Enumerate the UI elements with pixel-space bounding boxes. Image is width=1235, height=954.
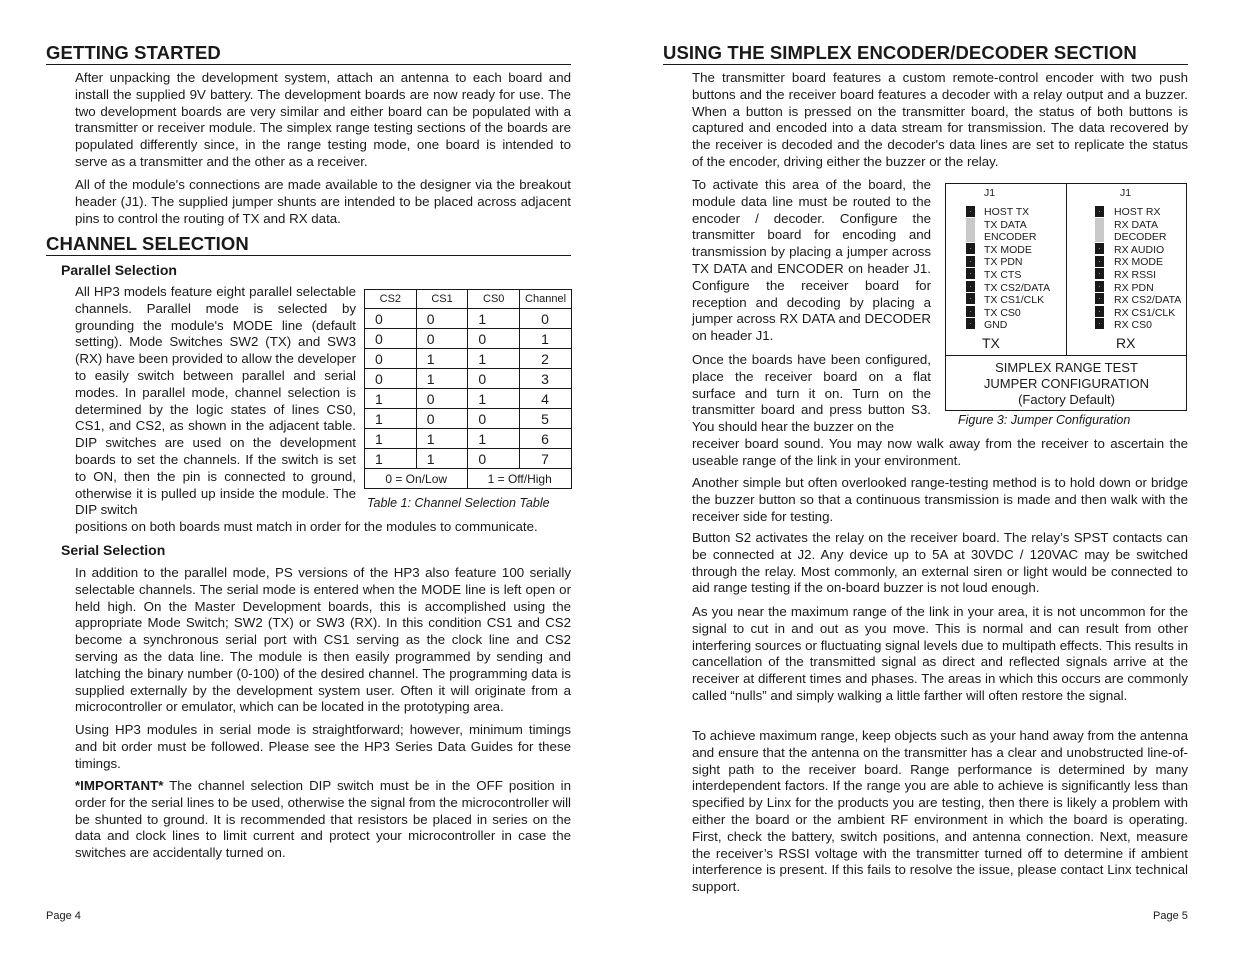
table-cell: 0	[365, 349, 417, 369]
heading-rule	[46, 255, 571, 256]
encoder-paragraph-4: Another simple but often overlooked range-testing method is to hold down or bridge the buzzer button so that a continuous transmission is made and then walk with the receiver side for testing.	[692, 475, 1188, 524]
table-row	[365, 349, 572, 369]
table-cell: 1	[365, 409, 417, 429]
table-cell: 1	[416, 349, 468, 369]
jumper-caption-line-1: SIMPLEX RANGE TEST	[995, 360, 1138, 375]
encoder-paragraph-1: The transmitter board features a custom remote-control encoder with two push buttons and the receiver board features a decoder with a relay output and a buzzer. When a button is pressed on the transmitter board, the status of both buttons is captured and encoded into a data stream for transmission. The data recovered by the receiver is decoded and the decoder's data lines are set to replicate the status of the encoder, driving either the buzzer or the relay.	[692, 70, 1188, 169]
getting-started-paragraph-1: After unpacking the development system, attach an antenna to each board and install the supplied 9V battery. The development boards are now ready for use. The two development boards are very similar and either board can be populated with a transmitter or receiver module. The simplex range testing sections of the boards are populated differently since, in the range testing mode, one board is intended to serve as a transmitter and the other as a receiver.	[75, 70, 571, 169]
table-row	[365, 409, 572, 429]
jumper-caption-line-2: JUMPER CONFIGURATION	[983, 376, 1150, 391]
pin-label: RX RSSI	[1114, 269, 1157, 281]
table-cell: 1	[365, 389, 417, 409]
header-pin	[966, 306, 975, 317]
table-cell: 0	[365, 309, 417, 329]
table-row	[365, 429, 572, 449]
encoder-paragraph-7: To achieve maximum range, keep objects such as your hand away from the antenna and ensure that the antenna on the transmitter has a clear and unobstructed line-of-sight path to the receiver board. Range performance is determined by many interdependent factors. If the range you are able to achieve is significantly less than specified by Linx for the products you are testing, then there is likely a problem with either the board or the ambient RF environment in which the board is operating. First, check the battery, switch positions, and antenna connection. Next, measure the receiver’s RSSI voltage with the transmitter turned off to determine if ambient interference is present. If this fails to resolve the issue, please contact Linx technical support.	[692, 728, 1188, 895]
channel-selection-table	[364, 289, 572, 489]
table-cell: 1	[468, 389, 520, 409]
table-cell: 1	[416, 369, 468, 389]
subheading-serial-selection: Serial Selection	[61, 542, 166, 558]
serial-selection-paragraph-1: In addition to the parallel mode, PS versions of the HP3 also feature 100 serially selectable channels. The serial mode is entered when the MODE line is left open or held high. On the Master Development boards, this is accomplished using the appropriate Mode Switch; SW2 (TX) or SW3 (RX). In this condition CS1 and CS2 become a synchronous serial port with CS1 serving as the clock line and CS2 serving as the data line. The module is then easily programmed by sending and latching the binary number (0-100) of the desired channel. The programming data is supplied externally by the development system user. Often it will originate from a microcontroller or emulator, which can be located in the prototyping area.	[75, 565, 571, 715]
table-footer-row	[365, 469, 572, 489]
table-row	[365, 309, 572, 329]
encoder-paragraph-3-tail: receiver board sound. You may now walk away from the receiver to ascertain the useable range of the link in your environment.	[692, 436, 1188, 468]
heading-rule	[663, 64, 1188, 65]
table-cell: 1	[365, 429, 417, 449]
table-cell: 6	[520, 429, 572, 449]
pin-label: TX CTS	[984, 269, 1022, 281]
header-pin	[966, 268, 975, 279]
serial-selection-paragraph-2: Using HP3 modules in serial mode is straightforward; however, minimum timings and bit order must be followed. Please see the HP3 Series Data Guides for these timings.	[75, 722, 571, 771]
encoder-paragraph-3: Once the boards have been configured, place the receiver board on a flat surface and turn it on. Turn on the transmitter board and press button S3. You should hear the buzzer on the	[692, 352, 931, 435]
table-cell: 0	[416, 389, 468, 409]
header-pin	[1095, 206, 1104, 217]
heading-channel-selection: CHANNEL SELECTION	[46, 233, 249, 254]
table-cell: 1	[365, 449, 417, 469]
pin-label: DECODER	[1114, 231, 1167, 244]
pin-label: RX CS1/CLK	[1114, 306, 1176, 319]
tx-side-label: TX	[982, 335, 1000, 351]
header-pin	[966, 293, 975, 304]
parallel-selection-tail: positions on both boards must match in order for the modules to communicate.	[75, 519, 538, 534]
getting-started-paragraph-2: All of the module's connections are made available to the designer via the breakout header (J1). The supplied jumper shunts are intended to be placed across adjacent pins to control the routing of TX and RX data.	[75, 177, 571, 226]
table-cell: 0	[416, 329, 468, 349]
pin-label: TX PDN	[984, 256, 1023, 269]
encoder-paragraph-2: To activate this area of the board, the module data line must be routed to the encoder / decoder. Configure the transmitter board for encoding and transmission by placing a jumper across TX DATA and ENCODER on header J1. Configure the receiver board for reception and decoding by placing a jumper across RX DATA and DECODER on header J1.	[692, 177, 931, 344]
pin-label: RX PDN	[1114, 281, 1154, 294]
heading-simplex-encoder-decoder: USING THE SIMPLEX ENCODER/DECODER SECTION	[663, 42, 1137, 63]
pin-label: TX CS1/CLK	[984, 294, 1045, 307]
pin-label: RX MODE	[1114, 256, 1164, 269]
pin-label: TX MODE	[984, 243, 1032, 256]
table-cell: 1	[416, 429, 468, 449]
important-note-paragraph	[75, 778, 571, 862]
pin-label: RX DATA	[1114, 218, 1158, 231]
table-cell: 1	[416, 449, 468, 469]
jumper-caption-line-3: (Factory Default)	[1018, 392, 1115, 407]
header-pin	[1095, 318, 1104, 329]
rx-side-label: RX	[1116, 335, 1136, 351]
legend-off-high: 1 = Off/High	[468, 469, 572, 489]
pin-label: GND	[984, 319, 1008, 332]
caption-divider	[946, 355, 1186, 356]
table-cell: 0	[468, 329, 520, 349]
header-pin	[966, 243, 975, 254]
table-cell: 5	[520, 409, 572, 429]
header-pin	[966, 256, 975, 267]
encoder-paragraph-5: Button S2 activates the relay on the receiver board. The relay’s SPST contacts can be connected at J2. Any device up to 5A at 30VDC / 120VAC may be switched through the relay. Most commonly, an external siren or light would be connected to aid range testing if the on-board buzzer is not loud enough.	[692, 530, 1188, 596]
table-cell: 0	[365, 329, 417, 349]
pin-label: TX CS2/DATA	[984, 281, 1051, 294]
column-header: CS2	[365, 290, 417, 309]
heading-getting-started: GETTING STARTED	[46, 42, 221, 63]
pin-label: HOST TX	[984, 206, 1030, 218]
table-caption: Table 1: Channel Selection Table	[367, 496, 550, 510]
pin-label: TX DATA	[984, 218, 1027, 231]
column-header: CS1	[416, 290, 468, 309]
table-cell: 4	[520, 389, 572, 409]
table-header-row	[365, 290, 572, 309]
table-row	[365, 389, 572, 409]
jumper-shunt	[966, 218, 975, 242]
table-cell: 1	[520, 329, 572, 349]
table-cell: 1	[468, 309, 520, 329]
jumper-configuration-figure	[945, 183, 1187, 411]
legend-on-low: 0 = On/Low	[365, 469, 468, 489]
header-pin	[966, 281, 975, 292]
header-pin	[1095, 306, 1104, 317]
important-text: The channel selection DIP switch must be in the OFF position in order for the serial lines to be used, otherwise the signal from the microcontroller will be shunted to ground. It is recommended that resistors be placed in series on the data and clock lines to limit current and protect your microcontroller in case the switches are accidentally turned on.	[75, 778, 571, 861]
header-pin	[1095, 293, 1104, 304]
header-pin	[966, 318, 975, 329]
figure-caption: Figure 3: Jumper Configuration	[958, 413, 1131, 427]
page-number-right: Page 5	[1153, 910, 1188, 922]
table-cell: 2	[520, 349, 572, 369]
jumper-shunt	[1095, 218, 1104, 242]
table-cell: 1	[468, 349, 520, 369]
header-pin	[1095, 268, 1104, 279]
table-row	[365, 449, 572, 469]
subheading-parallel-selection: Parallel Selection	[61, 262, 177, 278]
table-cell: 1	[468, 429, 520, 449]
pin-label: RX CS2/DATA	[1114, 294, 1182, 307]
column-header: CS0	[468, 290, 520, 309]
encoder-paragraph-6: As you near the maximum range of the link in your area, it is not uncommon for the signal to cut in and out as you move. This is normal and can result from other interfering sources or fluctuating signal levels due to multipath effects. This results in cancellation of the transmitted signal as direct and reflected signals arrive at the receiver at different times and phases. The areas in which this occurs are commonly called “nulls” and simply walking a little farther will often restore the signal.	[692, 604, 1188, 703]
important-label: *IMPORTANT*	[75, 778, 164, 793]
table-cell: 7	[520, 449, 572, 469]
heading-rule	[46, 64, 571, 65]
table-cell: 0	[416, 409, 468, 429]
pin-label: RX AUDIO	[1114, 243, 1165, 256]
pin-label: HOST RX	[1114, 206, 1161, 218]
table-cell: 0	[468, 449, 520, 469]
table-row	[365, 329, 572, 349]
header-pin	[1095, 281, 1104, 292]
header-pin	[1095, 256, 1104, 267]
rx-header-label: J1	[1120, 187, 1132, 199]
pin-label: TX CS0	[984, 306, 1021, 319]
table-row	[365, 369, 572, 389]
table-cell: 0	[520, 309, 572, 329]
table-cell: 0	[365, 369, 417, 389]
table-cell: 0	[468, 409, 520, 429]
header-pin	[966, 206, 975, 217]
header-divider	[1066, 184, 1067, 355]
table-cell: 0	[416, 309, 468, 329]
page-number-left: Page 4	[46, 910, 81, 922]
column-header: Channel	[520, 290, 572, 309]
table-cell: 3	[520, 369, 572, 389]
header-pin	[1095, 243, 1104, 254]
tx-header-label: J1	[984, 187, 996, 199]
parallel-selection-paragraph: All HP3 models feature eight parallel selectable channels. Parallel mode is selected by grounding the module's MODE line (default setting). Mode Switches SW2 (TX) and SW3 (RX) have been provided to allow the developer to easily switch between parallel and serial modes. In parallel mode, channel selection is determined by the logic states of lines CS0, CS1, and CS2, as shown in the adjacent table. DIP switches are used on the development boards to set the channels. If the switch is set to ON, then the pin is connected to ground, otherwise it is pulled up inside the module. The DIP switch	[75, 284, 356, 518]
table-cell: 0	[468, 369, 520, 389]
pin-label: RX CS0	[1114, 319, 1152, 332]
pin-label: ENCODER	[984, 231, 1037, 244]
